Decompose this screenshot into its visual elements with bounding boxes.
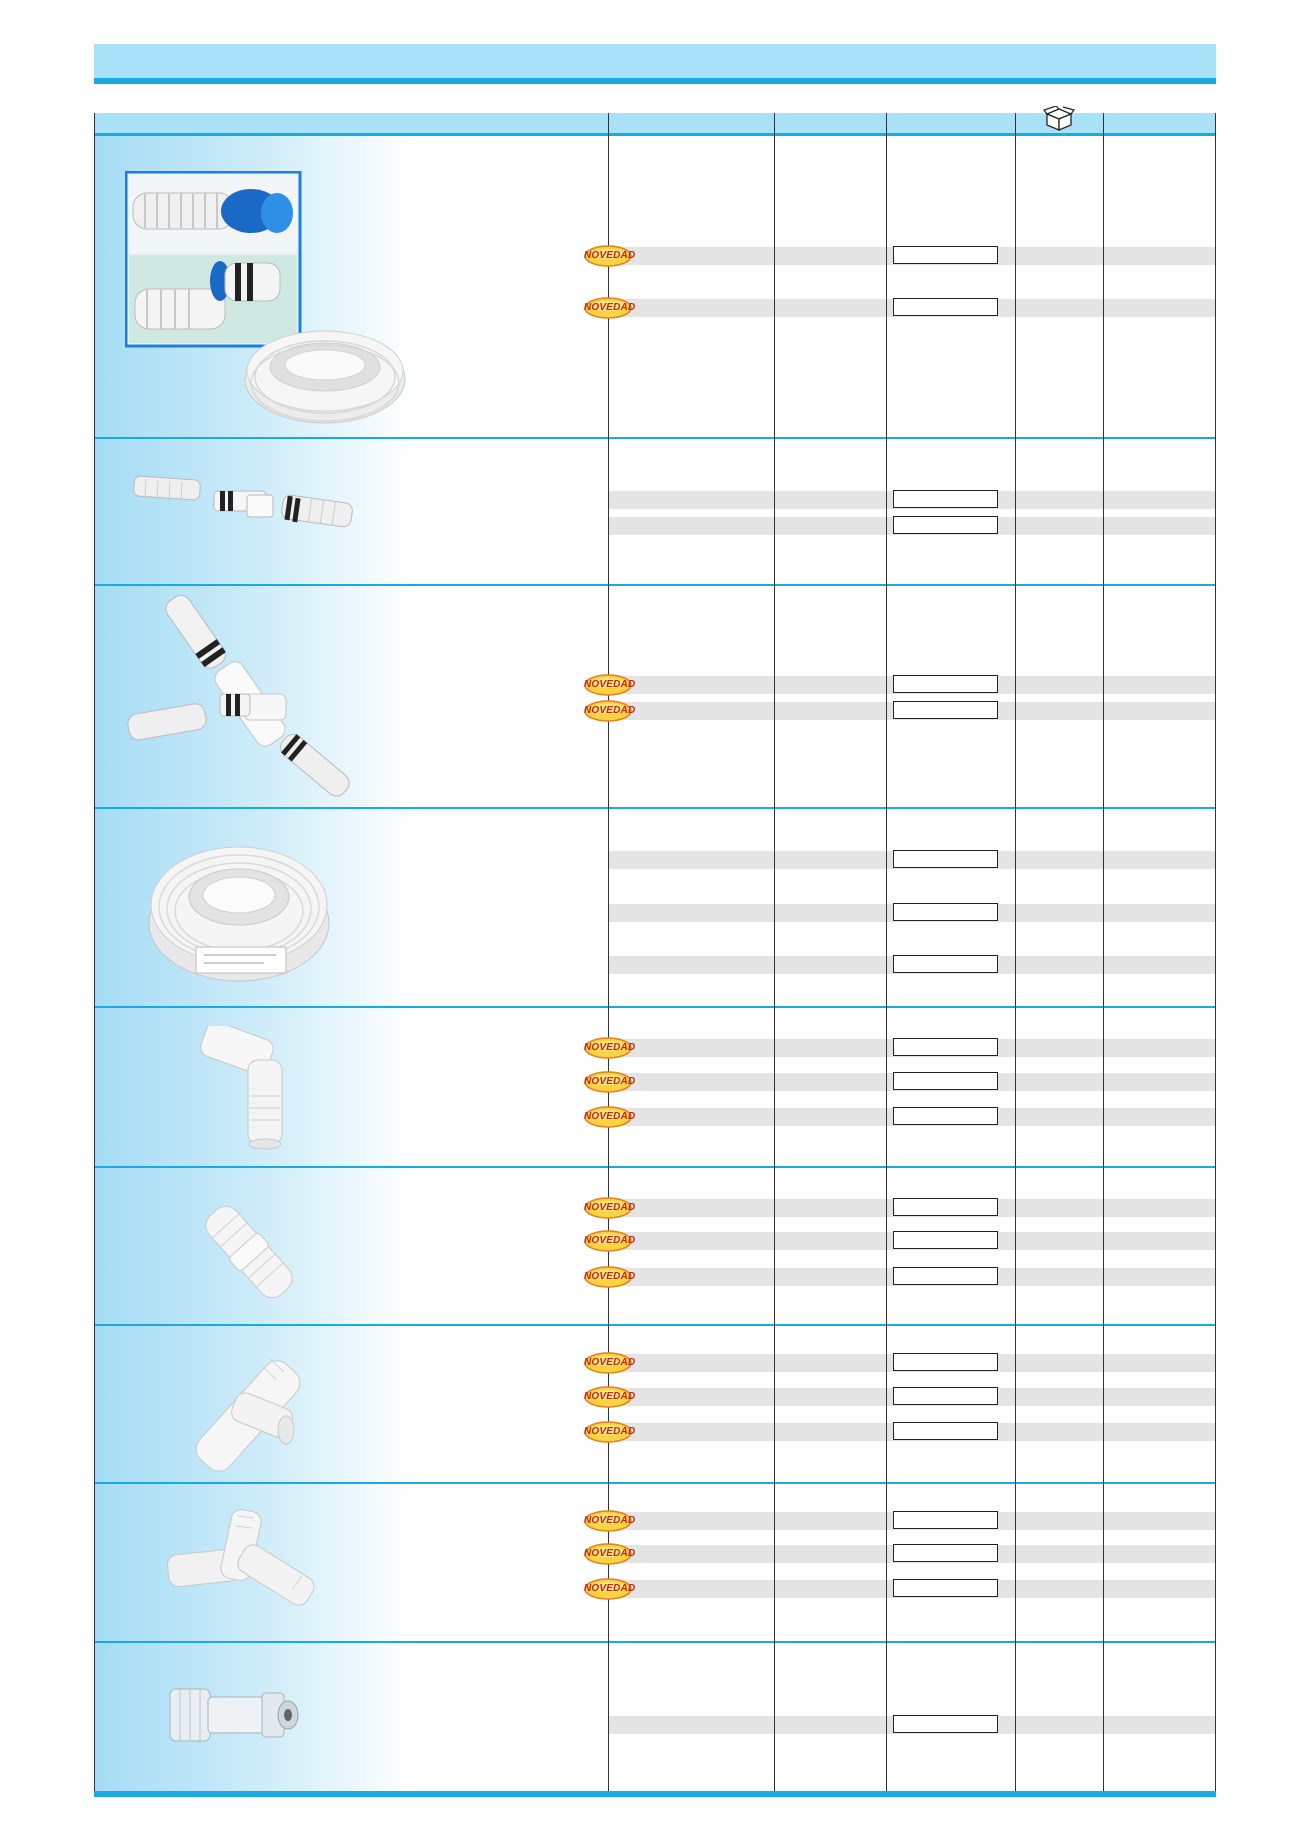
code-field (893, 1231, 998, 1249)
table-row (608, 1073, 1216, 1091)
novedad-label: NOVEDAD (584, 1583, 636, 1594)
section-elbow-connector (94, 1008, 1216, 1168)
table-row (608, 956, 1216, 974)
novedad-label: NOVEDAD (584, 1042, 636, 1053)
novedad-badge (584, 1197, 636, 1219)
table-row (608, 1199, 1216, 1217)
code-field (893, 1267, 998, 1285)
novedad-label: NOVEDAD (584, 1548, 636, 1559)
table-row (608, 517, 1216, 535)
table-row (608, 1580, 1216, 1598)
novedad-badge (584, 1510, 636, 1532)
novedad-badge (584, 1230, 636, 1252)
top-banner (94, 44, 1216, 78)
code-field (893, 1107, 998, 1125)
code-field (893, 1198, 998, 1216)
novedad-label: NOVEDAD (584, 1426, 636, 1437)
column-line (94, 113, 95, 1791)
code-field (893, 1511, 998, 1529)
straight-photo (194, 1192, 304, 1312)
table-row (608, 1512, 1216, 1530)
novedad-badge (584, 1386, 636, 1408)
code-field (893, 701, 998, 719)
hose-roll-photo (146, 835, 332, 983)
column-line (1215, 113, 1216, 1791)
novedad-label: NOVEDAD (584, 250, 636, 261)
novedad-badge (584, 674, 636, 696)
table-row (608, 1388, 1216, 1406)
code-field (893, 1038, 998, 1056)
novedad-badge (584, 1352, 636, 1374)
table-row (608, 1716, 1216, 1734)
novedad-badge (584, 1037, 636, 1059)
novedad-badge (584, 1266, 636, 1288)
code-field (893, 850, 998, 868)
code-field (893, 1353, 998, 1371)
table-row (608, 299, 1216, 317)
code-field (893, 246, 998, 264)
novedad-badge (584, 245, 636, 267)
table-row (608, 1108, 1216, 1126)
novedad-label: NOVEDAD (584, 1357, 636, 1368)
code-field (893, 903, 998, 921)
valve-photo (166, 1685, 306, 1745)
table-row (608, 1545, 1216, 1563)
novedad-badge (584, 1578, 636, 1600)
bottom-rule (94, 1791, 1216, 1797)
product-table (94, 136, 1216, 1791)
section-straight-connector (94, 1168, 1216, 1326)
table-row (608, 702, 1216, 720)
code-field (893, 1387, 998, 1405)
straight-connector-photo (132, 473, 357, 543)
novedad-badge (584, 297, 636, 319)
table-row (608, 491, 1216, 509)
code-field (893, 490, 998, 508)
section-tee-connector (94, 1326, 1216, 1484)
novedad-label: NOVEDAD (584, 1076, 636, 1087)
novedad-badge (584, 700, 636, 722)
novedad-label: NOVEDAD (584, 1515, 636, 1526)
section-hose-tee-kit (94, 586, 1216, 809)
novedad-label: NOVEDAD (584, 679, 636, 690)
code-field (893, 298, 998, 316)
table-row (608, 1039, 1216, 1057)
table-row (608, 247, 1216, 265)
section-check-valve (94, 1643, 1216, 1791)
hose-coil-photo (125, 171, 415, 427)
box-icon (1043, 106, 1075, 132)
novedad-label: NOVEDAD (584, 302, 636, 313)
novedad-badge (584, 1071, 636, 1093)
table-row (608, 676, 1216, 694)
table-row (608, 1268, 1216, 1286)
y-photo (166, 1504, 326, 1618)
code-field (893, 1544, 998, 1562)
table-row (608, 1423, 1216, 1441)
novedad-badge (584, 1106, 636, 1128)
novedad-badge (584, 1543, 636, 1565)
table-row (608, 1354, 1216, 1372)
column-line (886, 113, 887, 1791)
code-field (893, 1072, 998, 1090)
novedad-label: NOVEDAD (584, 1202, 636, 1213)
section-flexible-drain-hose (94, 136, 1216, 439)
novedad-label: NOVEDAD (584, 1271, 636, 1282)
code-field (893, 1579, 998, 1597)
section-hose-connector-kit (94, 439, 1216, 586)
code-field (893, 955, 998, 973)
column-line (1103, 113, 1104, 1791)
novedad-label: NOVEDAD (584, 1235, 636, 1246)
column-line (1015, 113, 1016, 1791)
tee-kit-photo (126, 594, 356, 800)
novedad-label: NOVEDAD (584, 1111, 636, 1122)
table-row (608, 1232, 1216, 1250)
code-field (893, 675, 998, 693)
table-row (608, 904, 1216, 922)
code-field (893, 1422, 998, 1440)
elbow-photo (194, 1026, 304, 1150)
novedad-label: NOVEDAD (584, 705, 636, 716)
code-field (893, 516, 998, 534)
column-line (608, 113, 609, 1791)
tee-photo (174, 1338, 324, 1478)
section-drain-hose-coil (94, 809, 1216, 1008)
code-field (893, 1715, 998, 1733)
table-row (608, 851, 1216, 869)
novedad-badge (584, 1421, 636, 1443)
column-line (774, 113, 775, 1791)
section-y-connector (94, 1484, 1216, 1643)
novedad-label: NOVEDAD (584, 1391, 636, 1402)
top-rule (94, 78, 1216, 84)
